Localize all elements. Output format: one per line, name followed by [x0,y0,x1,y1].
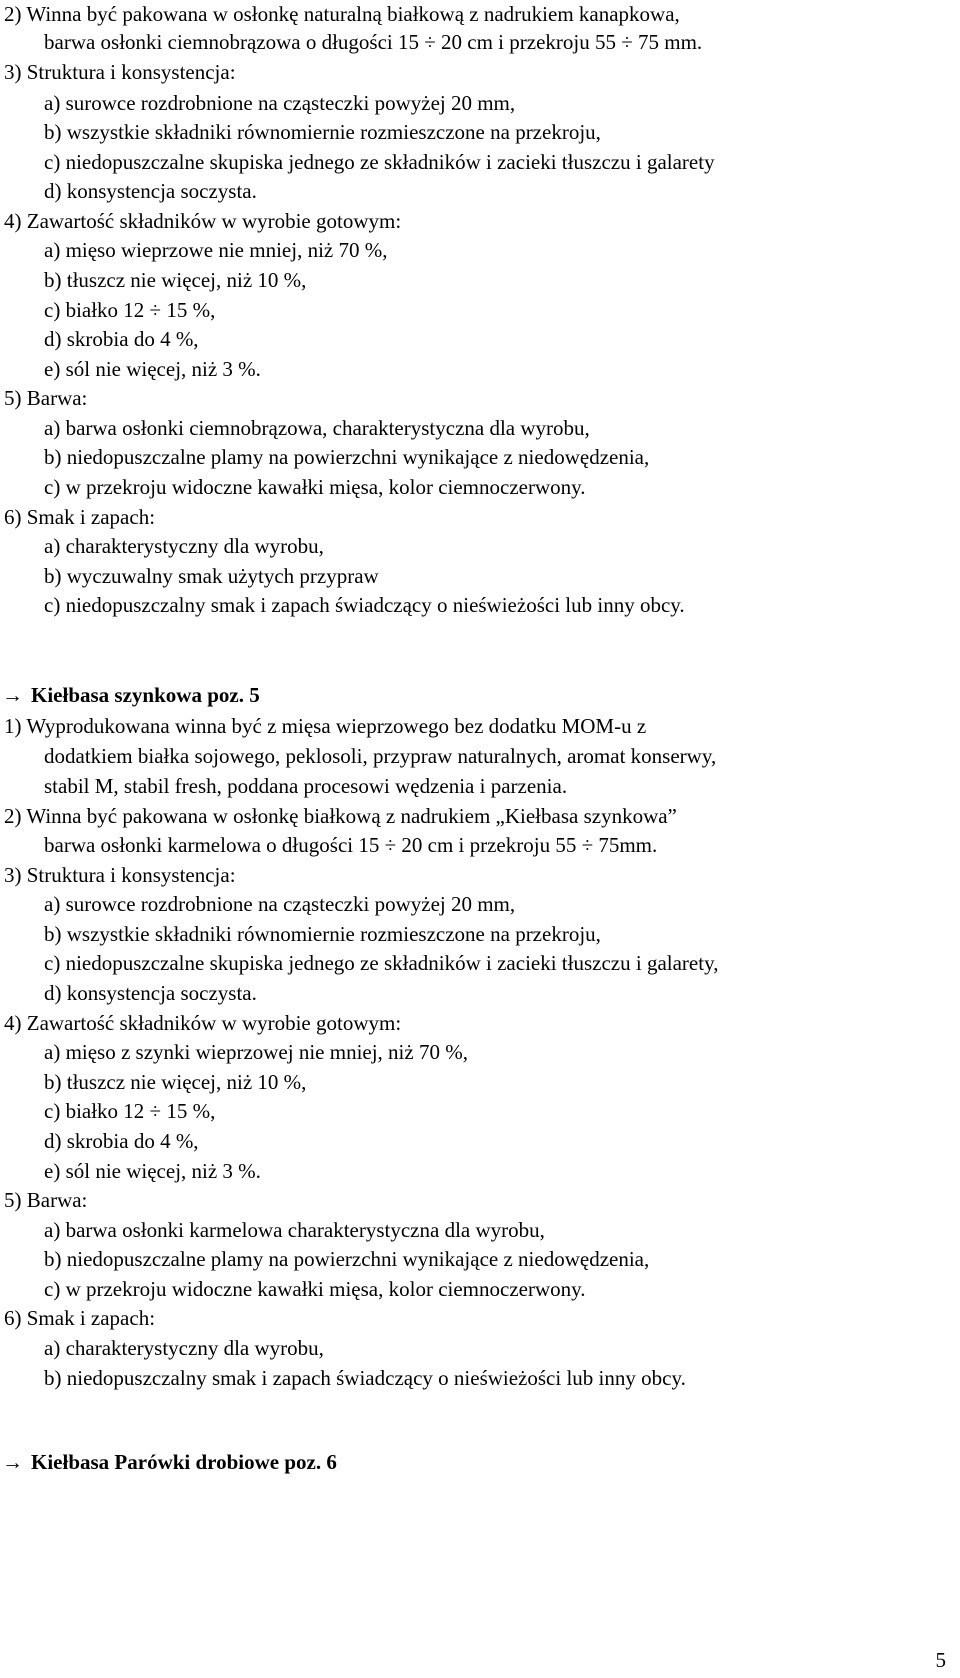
s2-item1-line2: dodatkiem białka sojowego, peklosoli, przypraw naturalnych, aromat konserwy, [44,744,717,768]
s3-heading [2,1452,337,1473]
s1-item5a: a) barwa osłonki ciemnobrązowa, charakterystyczna dla wyrobu, [44,416,590,440]
s2-item5-heading: 5) Barwa: [4,1188,88,1212]
s1-item3d: d) konsystencja soczysta. [44,179,257,203]
s2-item6-heading: 6) Smak i zapach: [4,1306,156,1330]
s2-item2-line1: 2) Winna być pakowana w osłonkę białkową z nadrukiem „Kiełbasa szynkowa” [4,804,677,828]
s1-item4c: c) białko 12 ÷ 15 %, [44,298,216,322]
s1-item4e: e) sól nie więcej, niż 3 %. [44,357,261,381]
s1-item4d: d) skrobia do 4 %, [44,327,199,351]
s2-item3a: a) surowce rozdrobnione na cząsteczki powyżej 20 mm, [44,892,516,916]
s2-item3b: b) wszystkie składniki równomiernie rozmieszczone na przekroju, [44,922,601,946]
s2-item4e: e) sól nie więcej, niż 3 %. [44,1159,261,1183]
s1-item5-heading: 5) Barwa: [4,386,88,410]
s2-heading [2,685,260,706]
s2-item4b: b) tłuszcz nie więcej, niż 10 %, [44,1070,307,1094]
s2-item4d: d) skrobia do 4 %, [44,1129,199,1153]
s1-item6a: a) charakterystyczny dla wyrobu, [44,534,324,558]
s2-item4-heading: 4) Zawartość składników w wyrobie gotowym: [4,1011,402,1035]
s2-item5c: c) w przekroju widoczne kawałki mięsa, kolor ciemnoczerwony. [44,1277,586,1301]
s2-item2-line2: barwa osłonki karmelowa o długości 15 ÷ 20 cm i przekroju 55 ÷ 75mm. [44,833,658,857]
s2-item3-heading: 3) Struktura i konsystencja: [4,863,236,887]
s1-item4a: a) mięso wieprzowe nie mniej, niż 70 %, [44,238,388,262]
s2-item4a: a) mięso z szynki wieprzowej nie mniej, niż 70 %, [44,1040,468,1064]
s1-item3a: a) surowce rozdrobnione na cząsteczki powyżej 20 mm, [44,91,516,115]
s1-item3-heading: 3) Struktura i konsystencja: [4,60,236,84]
s2-item3c: c) niedopuszczalne skupiska jednego ze składników i zacieki tłuszczu i galarety, [44,951,719,975]
right-arrow-icon: → [2,1450,23,1474]
s1-item5b: b) niedopuszczalne plamy na powierzchni wynikające z niedowędzenia, [44,445,650,469]
s2-title: Kiełbasa szynkowa poz. 5 [31,683,260,707]
s1-item2-line1: 2) Winna być pakowana w osłonkę naturalną białkową z nadrukiem kanapkowa, [4,2,680,26]
s1-item5c: c) w przekroju widoczne kawałki mięsa, kolor ciemnoczerwony. [44,475,586,499]
s1-item6c: c) niedopuszczalny smak i zapach świadczący o nieświeżości lub inny obcy. [44,593,685,617]
right-arrow-icon: → [2,683,23,707]
s2-item1-line3: stabil M, stabil fresh, poddana procesowi wędzenia i parzenia. [44,774,568,798]
s2-item5a: a) barwa osłonki karmelowa charakterystyczna dla wyrobu, [44,1218,545,1242]
s1-item4b: b) tłuszcz nie więcej, niż 10 %, [44,268,307,292]
page-number: 5 [935,1648,946,1672]
s1-item6b: b) wyczuwalny smak użytych przypraw [44,564,379,588]
s1-item3c: c) niedopuszczalne skupiska jednego ze składników i zacieki tłuszczu i galarety [44,150,715,174]
s2-item5b: b) niedopuszczalne plamy na powierzchni wynikające z niedowędzenia, [44,1247,650,1271]
s1-item3b: b) wszystkie składniki równomiernie rozmieszczone na przekroju, [44,120,601,144]
s1-item2-line2: barwa osłonki ciemnobrązowa o długości 15 ÷ 20 cm i przekroju 55 ÷ 75 mm. [44,30,703,54]
s2-item6a: a) charakterystyczny dla wyrobu, [44,1336,324,1360]
s3-title: Kiełbasa Parówki drobiowe poz. 6 [31,1450,337,1474]
s2-item3d: d) konsystencja soczysta. [44,981,257,1005]
s2-item1-line1: 1) Wyprodukowana winna być z mięsa wieprzowego bez dodatku MOM-u z [4,714,647,738]
s2-item6b: b) niedopuszczalny smak i zapach świadczący o nieświeżości lub inny obcy. [44,1366,686,1390]
s1-item6-heading: 6) Smak i zapach: [4,505,156,529]
s1-item4-heading: 4) Zawartość składników w wyrobie gotowym: [4,209,402,233]
s2-item4c: c) białko 12 ÷ 15 %, [44,1099,216,1123]
